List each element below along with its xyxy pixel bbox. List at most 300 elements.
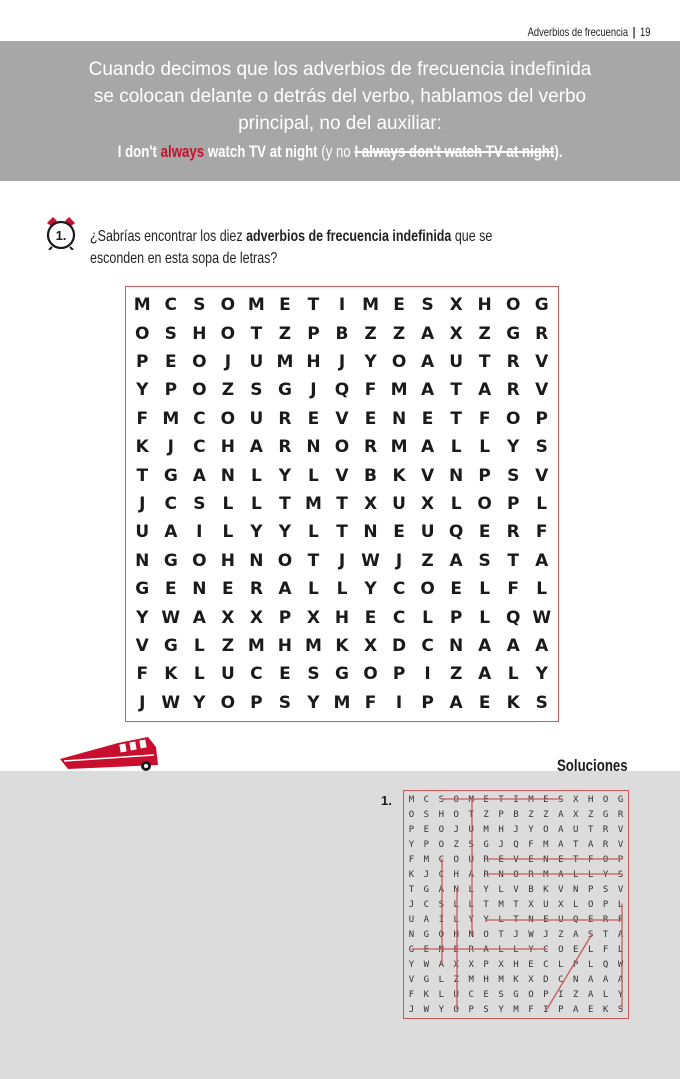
- grid-letter: P: [587, 884, 594, 895]
- grid-letter: L: [479, 437, 491, 458]
- grid-letter: V: [535, 465, 549, 486]
- grid-letter: T: [307, 295, 320, 316]
- grid-letter: O: [558, 944, 564, 955]
- example-adverb: always: [160, 142, 205, 161]
- grid-letter: T: [513, 899, 519, 910]
- grid-letter: P: [506, 493, 520, 514]
- grid-letter: Y: [535, 664, 548, 685]
- grid-letter: A: [617, 929, 624, 940]
- grid-letter: S: [164, 323, 177, 344]
- grid-letter: P: [164, 380, 178, 401]
- exercise-number: 1.: [55, 228, 67, 243]
- running-header: [493, 25, 650, 39]
- instruction-before: ¿Sabrías encontrar los diez: [90, 228, 247, 245]
- grid-letter: T: [483, 899, 489, 910]
- grid-letter: X: [558, 899, 564, 910]
- grid-letter: G: [602, 809, 609, 820]
- grid-letter: X: [449, 295, 463, 316]
- grid-letter: G: [423, 929, 430, 940]
- grid-letter: J: [139, 493, 146, 514]
- grid-letter: Y: [408, 959, 415, 970]
- grid-letter: N: [135, 550, 150, 571]
- grid-letter: T: [336, 522, 348, 543]
- grid-letter: S: [602, 884, 609, 895]
- grid-letter: M: [483, 824, 489, 835]
- grid-letter: X: [528, 899, 534, 910]
- grid-letter: A: [438, 884, 445, 895]
- grid-letter: C: [468, 989, 474, 1000]
- exercise-instruction: [90, 226, 630, 270]
- grid-letter: T: [307, 550, 320, 571]
- grid-letter: L: [453, 899, 459, 910]
- word-search-puzzle: [125, 286, 559, 722]
- grid-letter: E: [498, 854, 504, 865]
- grid-letter: A: [438, 959, 445, 970]
- grid-letter: M: [304, 635, 322, 656]
- grid-letter: R: [528, 869, 534, 880]
- grid-letter: J: [453, 824, 459, 835]
- grid-letter: W: [528, 929, 534, 940]
- grid-letter: L: [587, 944, 594, 955]
- grid-letter: A: [421, 437, 435, 458]
- grid-letter: I: [513, 794, 519, 805]
- grid-letter: H: [220, 437, 235, 458]
- grid-letter: C: [423, 899, 430, 910]
- grid-letter: M: [468, 974, 474, 985]
- grid-letter: T: [336, 493, 348, 514]
- grid-letter: O: [220, 408, 236, 429]
- grid-letter: A: [468, 869, 474, 880]
- grid-letter: G: [408, 944, 415, 955]
- grid-letter: Z: [483, 809, 489, 820]
- grid-letter: T: [587, 824, 594, 835]
- grid-letter: B: [513, 809, 519, 820]
- grid-letter: J: [224, 351, 232, 372]
- grid-letter: G: [277, 380, 292, 401]
- grid-letter: E: [587, 914, 594, 925]
- grid-letter: N: [498, 869, 504, 880]
- grid-letter: G: [534, 295, 549, 316]
- grid-letter: N: [438, 944, 445, 955]
- grid-letter: C: [193, 408, 206, 429]
- grid-letter: Y: [278, 465, 292, 486]
- grid-letter: Z: [543, 809, 549, 820]
- grid-letter: P: [573, 959, 579, 970]
- grid-letter: M: [498, 899, 504, 910]
- grid-letter: C: [543, 959, 549, 970]
- grid-letter: I: [424, 664, 431, 685]
- example-wrong: I always don't watch TV at night: [354, 142, 555, 161]
- grid-letter: O: [602, 854, 609, 865]
- grid-letter: N: [249, 550, 264, 571]
- grid-letter: A: [558, 839, 564, 850]
- grid-letter: T: [498, 794, 504, 805]
- grid-letter: L: [438, 974, 445, 985]
- grid-letter: S: [558, 794, 564, 805]
- grid-letter: E: [393, 295, 405, 316]
- grid-letter: A: [558, 824, 564, 835]
- grid-letter: E: [558, 854, 564, 865]
- grid-letter: J: [167, 437, 174, 458]
- grid-letter: E: [528, 854, 534, 865]
- grid-letter: O: [453, 794, 459, 805]
- grid-letter: I: [196, 522, 203, 543]
- grid-letter: A: [192, 607, 206, 628]
- grid-letter: N: [306, 437, 321, 458]
- grid-letter: Q: [334, 380, 350, 401]
- grid-letter: S: [498, 989, 504, 1000]
- grid-letter: O: [477, 493, 492, 514]
- word-search-grid: [128, 291, 556, 717]
- grid-letter: L: [453, 914, 459, 925]
- grid-letter: H: [277, 635, 293, 656]
- grid-letter: V: [535, 380, 549, 401]
- grid-letter: O: [438, 929, 445, 940]
- grid-letter: N: [220, 465, 235, 486]
- grid-letter: M: [498, 974, 504, 985]
- note-line-2: se colocan delante o detrás del verbo, hablamos del verbo: [93, 86, 587, 107]
- grid-letter: E: [587, 1004, 594, 1015]
- grid-letter: L: [573, 899, 579, 910]
- solutions-title: Soluciones: [557, 756, 628, 775]
- grid-letter: N: [192, 579, 207, 600]
- grid-letter: B: [528, 884, 534, 895]
- grid-letter: W: [423, 959, 430, 970]
- grid-letter: E: [453, 944, 459, 955]
- grid-letter: O: [408, 809, 415, 820]
- grid-letter: J: [423, 869, 430, 880]
- grid-letter: K: [392, 465, 406, 486]
- grid-letter: B: [335, 323, 349, 344]
- grid-letter: N: [468, 929, 474, 940]
- grid-letter: T: [602, 929, 609, 940]
- grid-letter: S: [587, 929, 594, 940]
- grid-letter: X: [363, 635, 378, 656]
- grid-letter: U: [453, 989, 459, 1000]
- instruction-line-2: esconden en esta sopa de letras?: [90, 250, 278, 267]
- grid-letter: Q: [448, 522, 464, 543]
- grid-letter: A: [478, 380, 492, 401]
- grid-letter: O: [453, 854, 459, 865]
- solution-number: 1.: [381, 793, 392, 808]
- grid-letter: K: [513, 974, 519, 985]
- grid-letter: Z: [587, 809, 594, 820]
- grid-letter: M: [247, 295, 265, 316]
- grid-letter: C: [392, 607, 406, 628]
- grid-letter: T: [478, 351, 491, 372]
- grid-letter: S: [483, 1004, 489, 1015]
- grid-letter: K: [408, 869, 415, 880]
- grid-letter: P: [468, 1004, 474, 1015]
- grid-letter: R: [602, 914, 609, 925]
- grid-letter: C: [164, 295, 178, 316]
- grid-letter: E: [573, 944, 579, 955]
- grid-letter: P: [543, 989, 549, 1000]
- grid-letter: Z: [558, 929, 564, 940]
- grid-letter: L: [250, 465, 262, 486]
- grid-letter: O: [453, 809, 459, 820]
- grid-letter: E: [450, 579, 462, 600]
- grid-letter: A: [423, 914, 430, 925]
- grid-letter: R: [278, 437, 292, 458]
- grid-letter: N: [453, 884, 459, 895]
- grid-letter: H: [513, 959, 519, 970]
- grid-letter: S: [307, 664, 320, 685]
- grid-letter: E: [483, 989, 489, 1000]
- grid-letter: Y: [438, 1004, 445, 1015]
- grid-letter: E: [279, 664, 291, 685]
- grid-letter: V: [558, 884, 564, 895]
- grid-letter: R: [506, 522, 520, 543]
- grid-letter: W: [617, 959, 624, 970]
- grid-letter: U: [420, 522, 435, 543]
- example-paren-close: ).: [554, 142, 563, 161]
- grid-letter: F: [408, 989, 415, 1000]
- grid-letter: H: [192, 323, 207, 344]
- grid-letter: V: [617, 839, 624, 850]
- grid-letter: N: [449, 465, 464, 486]
- grid-letter: T: [498, 929, 504, 940]
- grid-letter: O: [220, 295, 236, 316]
- grid-letter: N: [363, 522, 378, 543]
- grid-letter: L: [513, 944, 519, 955]
- grid-letter: L: [193, 664, 205, 685]
- grid-letter: R: [506, 380, 520, 401]
- grid-letter: F: [602, 944, 609, 955]
- grid-letter: L: [479, 607, 491, 628]
- grid-letter: X: [573, 794, 579, 805]
- grid-letter: F: [408, 854, 415, 865]
- grid-letter: Z: [449, 664, 463, 685]
- grid-letter: J: [408, 1004, 415, 1015]
- grid-letter: K: [423, 989, 430, 1000]
- grid-letter: A: [278, 579, 292, 600]
- grid-letter: O: [453, 1004, 459, 1015]
- grid-letter: M: [304, 493, 322, 514]
- grid-letter: G: [617, 794, 624, 805]
- grid-letter: Q: [602, 959, 609, 970]
- grid-letter: R: [278, 408, 292, 429]
- grid-letter: Y: [602, 869, 609, 880]
- grid-letter: F: [364, 380, 377, 401]
- grid-letter: O: [505, 295, 521, 316]
- grid-letter: Z: [528, 809, 534, 820]
- grid-letter: E: [478, 692, 491, 713]
- grid-letter: P: [478, 465, 491, 486]
- grid-letter: Y: [364, 579, 377, 600]
- grid-letter: N: [391, 408, 407, 429]
- grid-letter: C: [423, 794, 430, 805]
- grid-letter: L: [498, 944, 504, 955]
- grid-letter: L: [450, 437, 462, 458]
- grid-letter: K: [164, 664, 178, 685]
- grid-letter: M: [133, 295, 151, 316]
- grid-letter: A: [164, 522, 178, 543]
- grid-letter: U: [392, 493, 406, 514]
- grid-letter: K: [335, 635, 349, 656]
- grid-letter: V: [513, 884, 519, 895]
- grid-letter: Y: [364, 351, 377, 372]
- grid-letter: O: [587, 899, 594, 910]
- grid-letter: A: [249, 437, 263, 458]
- grid-letter: U: [543, 899, 549, 910]
- grid-letter: U: [249, 408, 264, 429]
- grid-letter: J: [543, 929, 549, 940]
- grid-letter: Z: [453, 974, 459, 985]
- grid-letter: Y: [278, 522, 292, 543]
- grid-letter: F: [136, 664, 149, 685]
- grid-letter: A: [587, 839, 594, 850]
- grid-letter: C: [438, 869, 445, 880]
- grid-letter: D: [392, 635, 407, 656]
- grid-letter: E: [222, 579, 234, 600]
- grid-letter: R: [617, 809, 624, 820]
- grid-letter: I: [543, 1004, 549, 1015]
- alarm-clock-icon: [44, 214, 78, 250]
- grid-letter: Z: [221, 380, 235, 401]
- grid-letter: J: [498, 839, 504, 850]
- note-line-1: Cuando decimos que los adverbios de frecuencia indefinida: [88, 59, 592, 80]
- grid-letter: M: [390, 380, 408, 401]
- grid-letter: P: [617, 854, 624, 865]
- grid-letter: X: [453, 959, 459, 970]
- grid-letter: X: [363, 493, 378, 514]
- grid-letter: N: [573, 884, 579, 895]
- grid-letter: S: [507, 465, 520, 486]
- grid-letter: Y: [136, 607, 149, 628]
- grid-letter: L: [617, 944, 624, 955]
- grid-letter: O: [438, 824, 445, 835]
- grid-letter: N: [543, 854, 549, 865]
- grid-letter: U: [408, 914, 415, 925]
- grid-letter: L: [450, 493, 462, 514]
- grid-letter: L: [558, 959, 564, 970]
- grid-letter: O: [220, 323, 236, 344]
- grid-letter: T: [408, 884, 415, 895]
- example-sentence: [0, 138, 680, 165]
- grid-letter: Q: [573, 914, 579, 925]
- grid-letter: C: [250, 664, 263, 685]
- grid-letter: E: [307, 408, 320, 429]
- grid-letter: M: [423, 854, 430, 865]
- grid-letter: G: [423, 884, 430, 895]
- grid-letter: A: [449, 550, 463, 571]
- grid-letter: J: [513, 929, 519, 940]
- grid-letter: I: [395, 692, 403, 713]
- grid-letter: Y: [617, 989, 624, 1000]
- grid-letter: W: [161, 692, 181, 713]
- grid-letter: S: [421, 295, 434, 316]
- grid-letter: E: [364, 408, 377, 429]
- grid-letter: P: [136, 351, 149, 372]
- grid-letter: C: [193, 437, 206, 458]
- grid-letter: E: [423, 824, 430, 835]
- grid-letter: H: [334, 607, 350, 628]
- grid-letter: S: [535, 692, 548, 713]
- grid-letter: L: [250, 493, 262, 514]
- grid-letter: N: [408, 929, 415, 940]
- grid-letter: W: [161, 607, 181, 628]
- solution-line-diagonal: [547, 934, 592, 1009]
- grid-letter: A: [421, 323, 435, 344]
- grid-letter: S: [438, 899, 445, 910]
- grid-letter: A: [573, 929, 579, 940]
- grid-letter: A: [558, 869, 564, 880]
- grid-letter: O: [363, 664, 378, 685]
- grid-letter: P: [392, 664, 406, 685]
- grid-letter: X: [468, 959, 474, 970]
- grid-letter: M: [276, 351, 294, 372]
- grid-letter: G: [163, 635, 178, 656]
- grid-letter: U: [468, 854, 474, 865]
- grid-letter: T: [136, 465, 149, 486]
- grid-letter: A: [449, 692, 463, 713]
- grid-letter: U: [558, 914, 564, 925]
- grid-letter: O: [505, 408, 521, 429]
- grid-letter: G: [423, 974, 430, 985]
- grid-letter: T: [513, 914, 519, 925]
- grid-letter: O: [192, 550, 207, 571]
- grid-letter: C: [543, 944, 549, 955]
- grid-letter: E: [393, 522, 405, 543]
- grid-letter: Z: [421, 550, 434, 571]
- grid-letter: M: [468, 794, 474, 805]
- grid-letter: U: [573, 824, 579, 835]
- grid-letter: L: [536, 493, 548, 514]
- grid-letter: S: [278, 692, 292, 713]
- header-separator: |: [632, 25, 635, 39]
- grid-letter: P: [558, 1004, 564, 1015]
- grid-letter: L: [308, 579, 319, 600]
- section-title: Adverbios de frecuencia: [527, 25, 628, 39]
- page-number: 19: [639, 25, 650, 39]
- grid-letter: E: [364, 607, 377, 628]
- grid-letter: J: [395, 550, 403, 571]
- grid-letter: R: [483, 869, 489, 880]
- grid-letter: H: [453, 869, 459, 880]
- grid-letter: O: [602, 794, 609, 805]
- grid-letter: X: [573, 809, 579, 820]
- grid-letter: O: [334, 437, 350, 458]
- grid-letter: L: [308, 465, 319, 486]
- grid-letter: Y: [468, 914, 474, 925]
- grid-letter: L: [587, 959, 594, 970]
- grid-letter: B: [364, 465, 378, 486]
- grid-letter: O: [135, 323, 150, 344]
- grid-letter: L: [587, 869, 594, 880]
- grid-letter: F: [136, 408, 149, 429]
- grid-letter: E: [528, 959, 534, 970]
- grid-letter: F: [587, 854, 594, 865]
- grid-letter: J: [139, 692, 146, 713]
- solution-word-search: [403, 790, 629, 1019]
- grid-letter: V: [421, 465, 435, 486]
- grid-letter: J: [408, 899, 415, 910]
- grid-letter: D: [543, 974, 549, 985]
- grid-letter: X: [421, 493, 435, 514]
- grid-letter: C: [438, 854, 445, 865]
- grid-letter: L: [422, 607, 434, 628]
- grid-letter: O: [192, 380, 207, 401]
- grid-letter: A: [587, 974, 594, 985]
- grid-letter: P: [250, 692, 263, 713]
- grid-letter: X: [528, 974, 534, 985]
- grid-letter: Q: [513, 839, 519, 850]
- grid-letter: C: [421, 635, 434, 656]
- grid-letter: A: [573, 1004, 579, 1015]
- grid-letter: P: [423, 839, 430, 850]
- grid-letter: U: [468, 824, 474, 835]
